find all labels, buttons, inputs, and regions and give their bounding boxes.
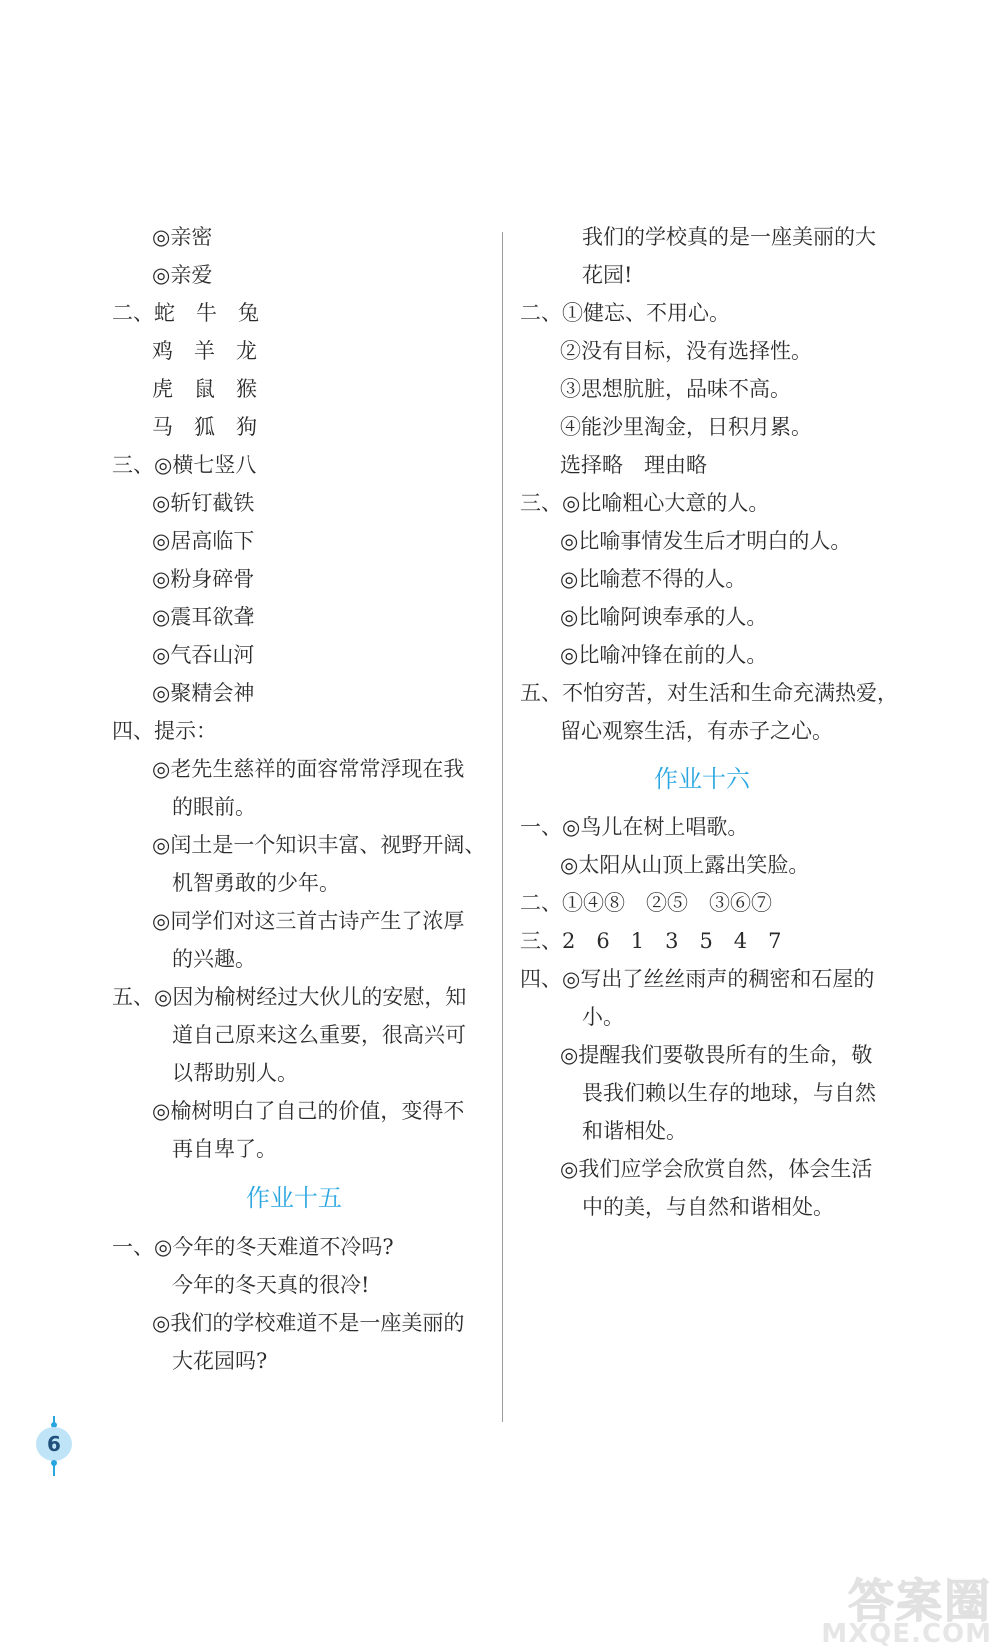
answer-line: 中的美，与自然和谐相处。 xyxy=(582,1195,834,1219)
answer-line: ②没有目标，没有选择性。 xyxy=(560,339,812,363)
answer-line: 二、蛇 牛 兔 xyxy=(112,301,259,325)
page-number: 6 xyxy=(47,1432,61,1456)
answer-line: ◎同学们对这三首古诗产生了浓厚 xyxy=(152,909,465,933)
answer-line: ◎提醒我们要敬畏所有的生命，敬 xyxy=(560,1043,873,1067)
answer-line: 四、提示： xyxy=(112,719,217,743)
answer-line: ◎比喻阿谀奉承的人。 xyxy=(560,605,768,629)
answer-line: 一、◎鸟儿在树上唱歌。 xyxy=(520,815,749,839)
watermark-logo-text: 答案圈 xyxy=(848,1574,992,1628)
column-divider xyxy=(502,232,503,1422)
answer-line: 和谐相处。 xyxy=(582,1119,687,1143)
answer-line: 三、◎比喻粗心大意的人。 xyxy=(520,491,770,515)
answer-line: ③思想肮脏，品味不高。 xyxy=(560,377,791,401)
answer-line: 我们的学校真的是一座美丽的大 xyxy=(582,225,876,249)
answer-line: ◎亲爱 xyxy=(152,263,213,287)
answer-line: ◎聚精会神 xyxy=(152,681,255,705)
answer-line: ◎亲密 xyxy=(152,225,213,249)
answer-line: 大花园吗? xyxy=(172,1349,268,1373)
answer-line: 二、①健忘、不用心。 xyxy=(520,301,730,325)
page-number-badge xyxy=(36,1416,72,1474)
watermark-url: MXQE.COM xyxy=(821,1619,992,1649)
answer-line: 一、◎今年的冬天难道不冷吗? xyxy=(112,1235,394,1259)
answer-line: 机智勇敢的少年。 xyxy=(172,871,340,895)
answer-line: 虎 鼠 猴 xyxy=(152,377,257,401)
answer-line: ◎榆树明白了自己的价值，变得不 xyxy=(152,1099,465,1123)
answer-line: ◎太阳从山顶上露出笑脸。 xyxy=(560,853,810,877)
answer-line: ④能沙里淘金，日积月累。 xyxy=(560,415,812,439)
answer-line: 道自己原来这么重要，很高兴可 xyxy=(172,1023,466,1047)
answer-line: ◎斩钉截铁 xyxy=(152,491,255,515)
answer-line: ◎比喻冲锋在前的人。 xyxy=(560,643,768,667)
answer-line: 小。 xyxy=(582,1005,624,1029)
answer-line: 鸡 羊 龙 xyxy=(152,339,257,363)
answer-line: 的兴趣。 xyxy=(172,947,256,971)
answer-line: 的眼前。 xyxy=(172,795,256,819)
badge-stem-bottom xyxy=(53,1464,55,1476)
answer-line: ◎比喻事情发生后才明白的人。 xyxy=(560,529,852,553)
answer-line: 马 狐 狗 xyxy=(152,415,257,439)
section-heading: 作业十五 xyxy=(246,1184,342,1212)
answer-line: ◎老先生慈祥的面容常常浮现在我 xyxy=(152,757,465,781)
answer-line: 花园! xyxy=(582,263,633,287)
answer-line: ◎居高临下 xyxy=(152,529,255,553)
answer-line: ◎气吞山河 xyxy=(152,643,255,667)
answer-line: 选择略 理由略 xyxy=(560,453,707,477)
answer-line: ◎闰土是一个知识丰富、视野开阔、 xyxy=(152,833,486,857)
section-heading: 作业十六 xyxy=(654,765,750,793)
answer-line: 畏我们赖以生存的地球，与自然 xyxy=(582,1081,876,1105)
answer-line: ◎我们的学校难道不是一座美丽的 xyxy=(152,1311,465,1335)
answer-line: 二、①④⑧ ②⑤ ③⑥⑦ xyxy=(520,891,772,915)
answer-line: ◎比喻惹不得的人。 xyxy=(560,567,747,591)
answer-line: 留心观察生活，有赤子之心。 xyxy=(560,719,833,743)
answer-line: 五、◎因为榆树经过大伙儿的安慰，知 xyxy=(112,985,467,1009)
answer-line: 以帮助别人。 xyxy=(172,1061,298,1085)
answer-line: ◎我们应学会欣赏自然，体会生活 xyxy=(560,1157,873,1181)
answer-line: 再自卑了。 xyxy=(172,1137,277,1161)
answer-line: 今年的冬天真的很冷! xyxy=(172,1273,370,1297)
answer-line: 五、不怕穷苦，对生活和生命充满热爱， xyxy=(520,681,898,705)
answer-line: ◎粉身碎骨 xyxy=(152,567,255,591)
answer-line: 三、◎横七竖八 xyxy=(112,453,257,477)
answer-line: 四、◎写出了丝丝雨声的稠密和石屋的 xyxy=(520,967,875,991)
answer-line: 三、2 6 1 3 5 4 7 xyxy=(520,929,782,953)
watermark xyxy=(814,1563,992,1651)
badge-oval xyxy=(36,1427,72,1461)
answer-line: ◎震耳欲聋 xyxy=(152,605,255,629)
